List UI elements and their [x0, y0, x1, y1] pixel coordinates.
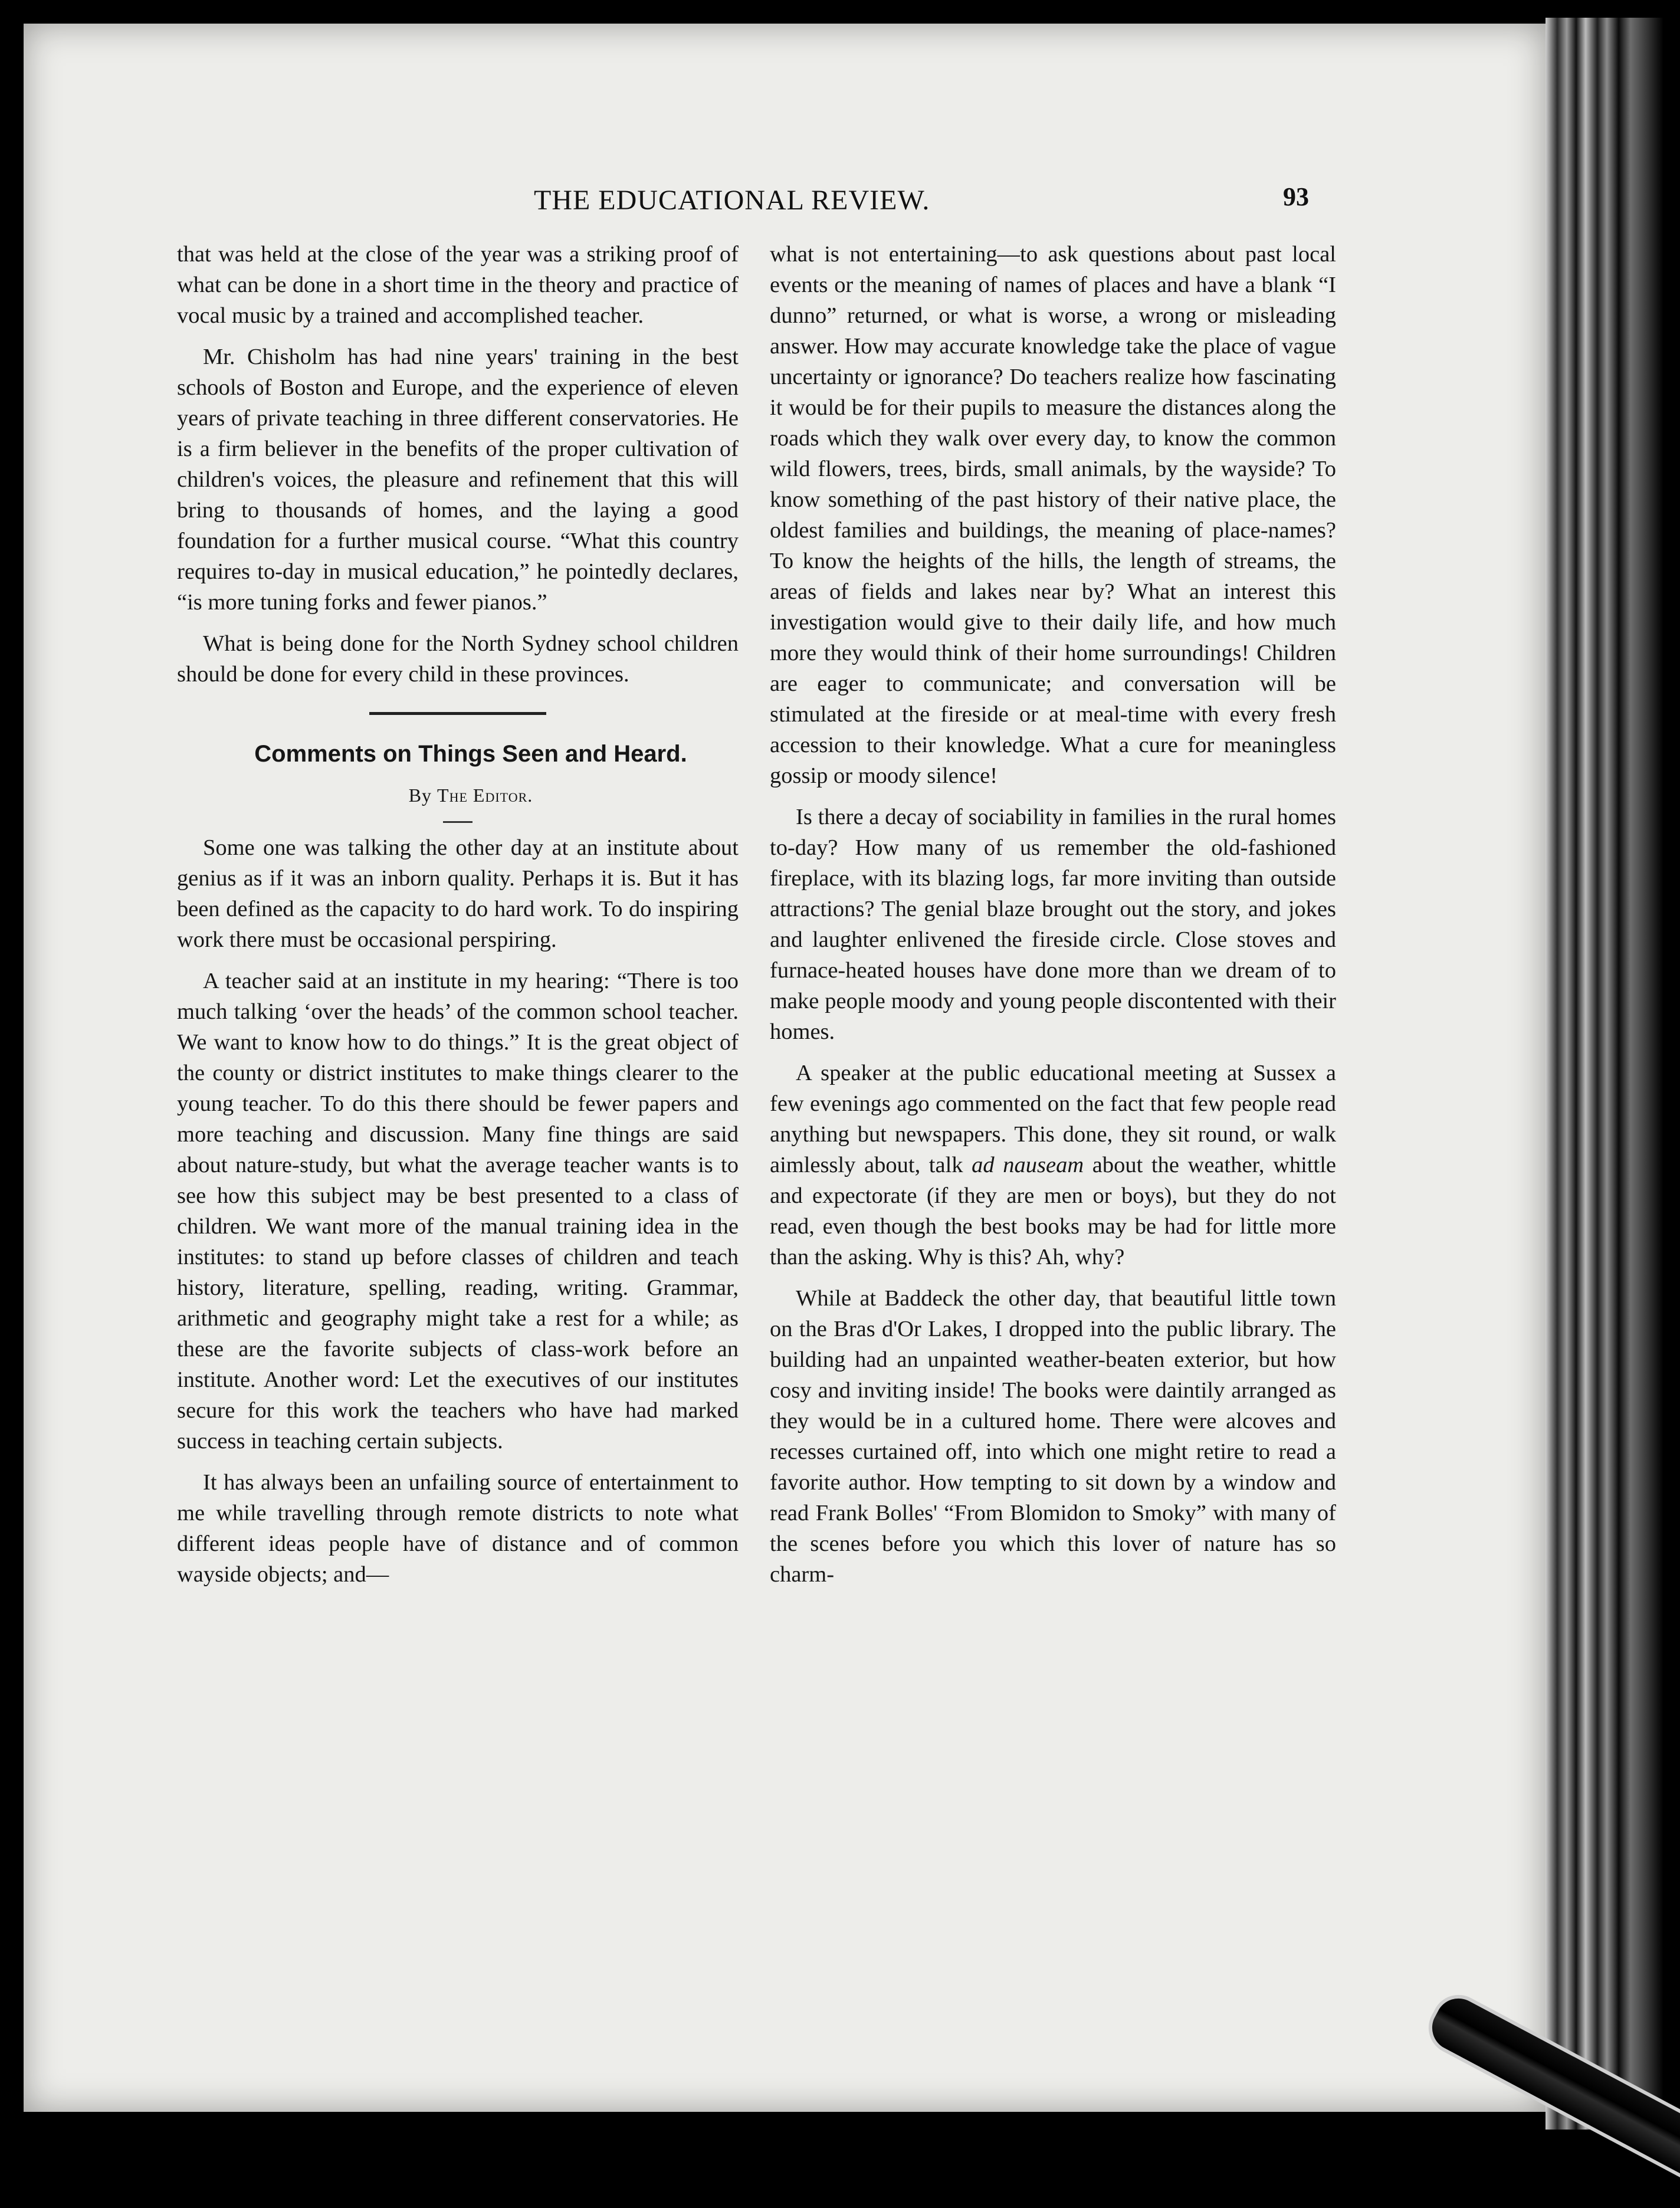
paragraph: It has always been an unfailing source of entertainment to me while travelling through remote districts to note what different ideas people have of distance and of common wayside objects; and—	[177, 1470, 739, 1587]
paragraph: what is not entertaining—to ask questions about past local events or the meaning of names of places and have a blank “I dunno” returned, or what is worse, a wrong or misleading answer. How may accurate knowledge take the place of vague uncertainty or ignorance? Do teachers realize how fascinating it would be for their pupils to measure the distances along the roads which they walk over every day, to know the common wild flowers, trees, birds, small animals, by the wayside? To know something of the past history of their native place, the oldest families and buildings, the meaning of place-names? To know the heights of the hills, the length of streams, the areas of fields and lakes near by? What an interest this investigation would give to their daily life, and how much more they would think of their home surroundings! Children are eager to communicate; and conversation will be stimulated at the fireside or at meal-time with every fresh accession to their knowledge. What a cure for meaningless gossip or moody silence!	[770, 242, 1336, 788]
right-column	[770, 239, 1336, 1600]
paragraph: A teacher said at an institute in my hearing: “There is too much talking ‘over the heads’ of the common school teacher. We want to know how to do things.” It is the great object of the county or district institutes to make things clearer to the young teacher. To do this there should be fewer papers and more teaching and discussion. Many fine things are said about nature-study, but what the average teacher wants is to see how this subject may be best presented to a class of children. We want more of the manual training idea in the institutes: to stand up before classes of children and teach history, literature, spelling, reading, writing. Grammar, arithmetic and geography might take a rest for a while; as these are the favorite subjects of class-work before an institute. Another word: Let the executives of our institutes secure for this work the teachers who have had marked success in teaching certain subjects.	[177, 969, 739, 1454]
byline	[177, 780, 739, 811]
text-run: A speaker at the public educational meeting at Sussex a few evenings ago commented on the fact that few people read anything but newspapers. This done, they sit round, or walk aimlessly about, talk	[770, 1061, 1336, 1177]
paragraph	[770, 1058, 1336, 1272]
byline-rule	[443, 821, 472, 823]
section-divider	[369, 712, 546, 715]
paragraph: Mr. Chisholm has had nine years' training in the best schools of Boston and Europe, and the experience of eleven years of private teaching in three different conservatories. He is a firm believer in the benefits of the proper cultivation of children's voices, the pleasure and refinement that this will bring to thousands of homes, and the laying a good foundation for a further musical course. “What this country requires to-day in musical education,” he pointedly declares, “is more tuning forks and fewer pianos.”	[177, 345, 739, 615]
paragraph: Is there a decay of sociability in families in the rural homes to-day? How many of us remember the old-fashioned fireplace, with its blazing logs, far more inviting than outside attractions? The genial blaze brought out the story, and jokes and laughter enlivened the fireside circle. Close stoves and furnace-heated houses have done more than we dream of to make people moody and young people discontented with their homes.	[770, 805, 1336, 1044]
byline-prefix: By	[408, 785, 432, 806]
book-binding-edge	[1546, 18, 1663, 2130]
page-number: 93	[1283, 182, 1309, 211]
byline-name: The Editor.	[437, 785, 533, 806]
left-column	[177, 239, 739, 1600]
paragraph: that was held at the close of the year was a striking proof of what can be done in a short time in the theory and practice of vocal music by a trained and accomplished teacher.	[177, 242, 739, 328]
paragraph: Some one was talking the other day at an institute about genius as if it was an inborn quality. Perhaps it is. But it has been defined as the capacity to do hard work. To do inspiring work there must be occasional perspiring.	[177, 835, 739, 952]
paragraph: What is being done for the North Sydney school children should be done for every child in these provinces.	[177, 631, 739, 687]
paragraph: While at Baddeck the other day, that beautiful little town on the Bras d'Or Lakes, I dropped into the public library. The building had an unpainted weather-beaten exterior, but how cosy and inviting inside! The books were daintily arranged as they would be in a cultured home. There were alcoves and recesses curtained off, into which one might retire to read a favorite author. How tempting to sit down by a window and read Frank Bolles' “From Blomidon to Smoky” with many of the scenes before you which this lover of nature has so charm-	[770, 1286, 1336, 1587]
text-run: about the weather, whittle and expectorate (if they are men or boys), but they do not read, even though the best books may be had for little more than the asking. Why is this? Ah, why?	[770, 1153, 1336, 1269]
running-title: THE EDUCATIONAL REVIEW.	[534, 185, 930, 216]
latin-phrase: ad nauseam	[972, 1153, 1084, 1177]
article-title: Comments on Things Seen and Heard.	[254, 741, 687, 767]
